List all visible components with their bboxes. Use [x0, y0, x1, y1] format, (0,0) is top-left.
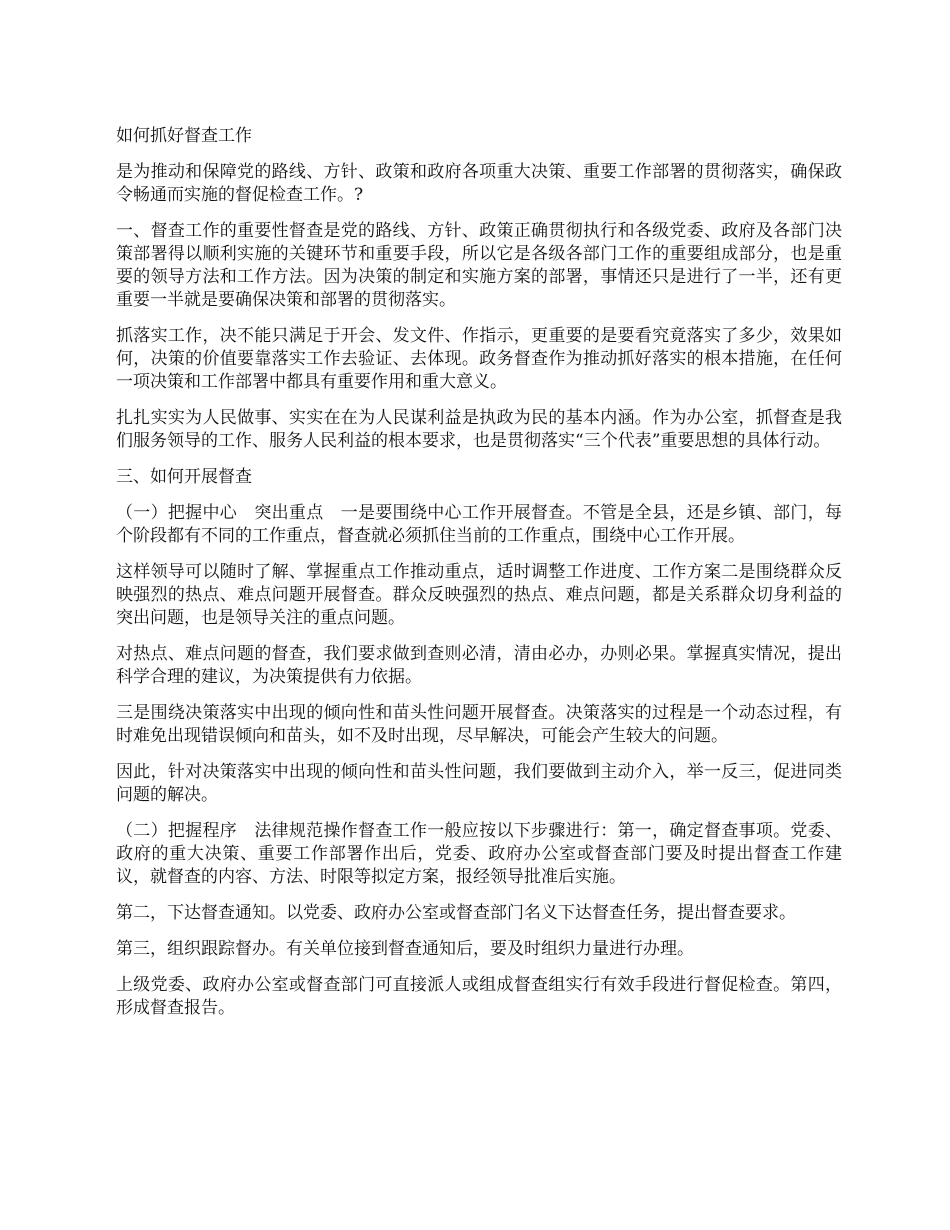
paragraph-implementation: 抓落实工作，决不能只满足于开会、发文件、作指示，更重要的是要看究竟落实了多少，效果如何，决策的价值要靠落实工作去验证、去体现。政务督查作为推动抓好落实的根本措施，在任何一项决策和工作部署中都具有重要作用和重大意义。 [116, 326, 842, 392]
document-body [116, 125, 842, 1033]
paragraph-hot-issues-supervision: 对热点、难点问题的督查，我们要求做到查则必清，清由必办，办则必果。掌握真实情况，提出科学合理的建议，为决策提供有力依据。 [116, 644, 842, 687]
paragraph-step-four: 上级党委、政府办公室或督查部门可直接派人或组成督查组实行有效手段进行督促检查。第四，形成督查报告。 [116, 975, 842, 1018]
paragraph-hot-issues: 这样领导可以随时了解、掌握重点工作推动重点，适时调整工作进度、工作方案二是围绕群众反映强烈的热点、难点问题开展督查。群众反映强烈的热点、难点问题，都是关系群众切身利益的突出问题，也是领导关注的重点问题。 [116, 562, 842, 628]
paragraph-tendency-issues: 三是围绕决策落实中出现的倾向性和苗头性问题开展督查。决策落实的过程是一个动态过程，有时难免出现错误倾向和苗头，如不及时出现，尽早解决，可能会产生较大的问题。 [116, 703, 842, 746]
paragraph-step-two: 第二，下达督查通知。以党委、政府办公室或督查部门名义下达督查任务，提出督查要求。 [116, 903, 796, 923]
section-heading-how: 三、如何开展督查 [116, 467, 252, 487]
paragraph-intro: 是为推动和保障党的路线、方针、政策和政府各项重大决策、重要工作部署的贯彻落实，确保政令畅通而实施的督促检查工作。? [116, 162, 842, 205]
paragraph-step-three: 第三，组织跟踪督办。有关单位接到督查通知后，要及时组织力量进行办理。 [116, 939, 694, 959]
paragraph-procedure: （二）把握程序 法律规范操作督查工作一般应按以下步骤进行：第一，确定督查事项。党委、政府的重大决策、重要工作部署作出后，党委、政府办公室或督查部门要及时提出督查工作建议，就督查的内容、方法、时限等拟定方案，报经领导批准后实施。 [116, 821, 842, 887]
document-title: 如何抓好督查工作 [116, 126, 252, 146]
paragraph-focus-center: （一）把握中心 突出重点 一是要围绕中心工作开展督查。不管是全县，还是乡镇、部门，每个阶段都有不同的工作重点，督查就必须抓住当前的工作重点，围绕中心工作开展。 [116, 503, 842, 546]
paragraph-serve-people: 扎扎实实为人民做事、实实在在为人民谋利益是执政为民的基本内涵。作为办公室，抓督查是我们服务领导的工作、服务人民利益的根本要求，也是贯彻落实“三个代表”重要思想的具体行动。 [116, 408, 842, 451]
paragraph-importance: 一、督查工作的重要性督查是党的路线、方针、政策正确贯彻执行和各级党委、政府及各部门决策部署得以顺利实施的关键环节和重要手段，所以它是各级各部门工作的重要组成部分，也是重要的领导方法和工作方法。因为决策的制定和实施方案的部署，事情还只是进行了一半，还有更重要一半就是要确保决策和部署的贯彻落实。 [116, 221, 842, 310]
paragraph-proactive: 因此，针对决策落实中出现的倾向性和苗头性问题，我们要做到主动介入，举一反三，促进同类问题的解决。 [116, 762, 842, 805]
